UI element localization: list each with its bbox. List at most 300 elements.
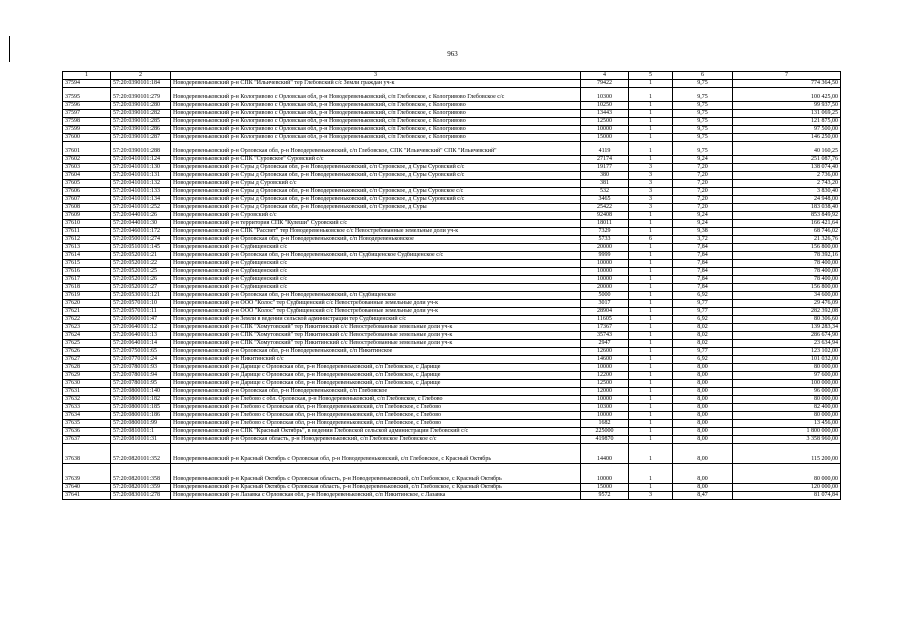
cadastral-number-cell: 57:20:0780101:93 [111,364,171,372]
rate-cell: 6,92 [673,292,733,300]
value-cell: 78 400,00 [733,260,841,268]
address-cell: Новодеревеньковский р-н Кологривово с Орловская обл, р-н Новодеревеньковский, с/п Глебовское, с Кологривово [171,134,581,142]
row-number-cell: 37608 [63,204,111,212]
header-cell: 6 [673,72,733,80]
category-cell: 1 [629,484,673,492]
cadastral-number-cell: 57:20:0640101:13 [111,332,171,340]
rate-cell: 8,00 [673,428,733,436]
cadastral-number-cell: 57:20:0530101:121 [111,292,171,300]
value-cell: 34 600,00 [733,292,841,300]
value-cell: 82 400,00 [733,404,841,412]
row-number-cell: 37627 [63,356,111,364]
table-row [63,484,841,492]
row-number-cell: 37606 [63,188,111,196]
area-cell: 15000 [581,134,629,142]
address-cell: Новодеревеньковский р-н Земли в ведении сельской администрации тер Судбищенский с/с [171,316,581,324]
value-cell: 99 937,50 [733,102,841,110]
category-cell: 1 [629,340,673,348]
table-row [63,316,841,324]
rate-cell: 9,77 [673,300,733,308]
cadastral-number-cell: 57:20:0390101:288 [111,142,171,156]
area-cell: 9999 [581,252,629,260]
address-cell: Новодеревеньковский р-н Кологривово с Орловская обл, р-н Новодеревеньковский, с/п Глебовское, с Кологривово [171,126,581,134]
category-cell: 1 [629,228,673,236]
area-cell: 13443 [581,110,629,118]
table-row [63,172,841,180]
category-cell: 6 [629,236,673,244]
address-cell: Новодеревеньковский р-н Судбищенский с/с [171,268,581,276]
category-cell: 1 [629,276,673,284]
value-cell: 21 326,76 [733,236,841,244]
area-cell: 17367 [581,324,629,332]
row-number-cell: 37620 [63,300,111,308]
table-row [63,428,841,436]
address-cell: Новодеревеньковский р-н СПК "Хомутовский" тер Никитинский с/с Невостребованные земельные доли уч-к [171,340,581,348]
row-number-cell: 37635 [63,420,111,428]
table-row [63,88,841,102]
rate-cell: 8,02 [673,324,733,332]
margin-line [9,36,10,62]
row-number-cell: 37624 [63,332,111,340]
table-row [63,244,841,252]
rate-cell: 9,75 [673,102,733,110]
category-cell: 1 [629,244,673,252]
table-row [63,102,841,110]
row-number-cell: 37640 [63,484,111,492]
value-cell: 80 000,00 [733,464,841,484]
rate-cell: 7,84 [673,244,733,252]
header-cell: 1 [63,72,111,80]
category-cell: 3 [629,180,673,188]
value-cell: 78 400,00 [733,268,841,276]
rate-cell: 7,20 [673,188,733,196]
table-row [63,228,841,236]
rate-cell: 8,00 [673,420,733,428]
area-cell: 27174 [581,156,629,164]
table-row [63,284,841,292]
cadastral-number-cell: 57:20:0390101:286 [111,126,171,134]
cadastral-number-cell: 57:20:0780101:94 [111,372,171,380]
table-row [63,492,841,500]
cadastral-number-cell: 57:20:0410101:134 [111,196,171,204]
area-cell: 20000 [581,244,629,252]
address-cell: Новодеревеньковский р-н Судбищенский с/с [171,276,581,284]
category-cell: 3 [629,172,673,180]
table-row [63,340,841,348]
value-cell: 80 306,60 [733,316,841,324]
address-cell: Новодеревеньковский р-н ООО "Колос" тер Судбищенский с/с Невостребованные земельные доли уч-к [171,308,581,316]
area-cell: 92408 [581,212,629,220]
category-cell: 3 [629,164,673,172]
area-cell: 5000 [581,292,629,300]
value-cell: 115 200,00 [733,444,841,464]
address-cell: Новодеревеньковский р-н территория СПК "Кулеши" Суровский с/с [171,220,581,228]
address-cell: Новодеревеньковский р-н Орловская обл, р-н Новодеревеньковский, с/п Никитинское [171,348,581,356]
cadastral-number-cell: 57:20:0410101:133 [111,188,171,196]
table-row [63,196,841,204]
row-number-cell: 37628 [63,364,111,372]
table-row [63,188,841,196]
row-number-cell: 37623 [63,324,111,332]
area-cell: 1682 [581,420,629,428]
category-cell: 1 [629,142,673,156]
rate-cell: 8,00 [673,412,733,420]
table-row [63,268,841,276]
category-cell: 1 [629,300,673,308]
rate-cell: 8,00 [673,436,733,444]
area-cell: 12000 [581,388,629,396]
table-row [63,110,841,118]
table-row [63,348,841,356]
category-cell: 1 [629,412,673,420]
cadastral-number-cell: 57:20:0410101:132 [111,180,171,188]
address-cell: Новодеревеньковский р-н Суры д Орловская обл, р-н Новодеревеньковский, с/п Суровское, д Суры Суровский с/с [171,164,581,172]
row-number-cell: 37613 [63,244,111,252]
cadastral-number-cell: 57:20:0820101:359 [111,484,171,492]
cadastral-number-cell: 57:20:0390101:287 [111,134,171,142]
area-cell: 4119 [581,142,629,156]
value-cell: 81 074,84 [733,492,841,500]
rate-cell: 8,00 [673,364,733,372]
address-cell: Новодеревеньковский р-н Суры д Орловская обл, р-н Новодеревеньковский, с/п Суровское, д Суры Суровский с/с [171,196,581,204]
category-cell: 1 [629,388,673,396]
area-cell: 10000 [581,412,629,420]
table-row [63,252,841,260]
category-cell: 1 [629,126,673,134]
rate-cell: 9,24 [673,212,733,220]
category-cell: 1 [629,332,673,340]
row-number-cell: 37602 [63,156,111,164]
area-cell: 11605 [581,316,629,324]
rate-cell: 8,00 [673,372,733,380]
table-row [63,204,841,212]
category-cell: 1 [629,220,673,228]
cadastral-number-cell: 57:20:0520101:25 [111,268,171,276]
category-cell: 3 [629,188,673,196]
address-cell: Новодеревеньковский р-н Лазавка с Орловская обл, р-н Новодеревеньковский, с/п Никитинское, с Лазавка [171,492,581,500]
row-number-cell: 37637 [63,436,111,444]
value-cell: 80 000,00 [733,412,841,420]
category-cell: 1 [629,118,673,126]
area-cell: 10000 [581,364,629,372]
rate-cell: 8,00 [673,464,733,484]
category-cell: 1 [629,308,673,316]
table-body [63,72,841,500]
area-cell: 380 [581,172,629,180]
category-cell: 1 [629,260,673,268]
header-cell: 2 [111,72,171,80]
rate-cell: 7,84 [673,268,733,276]
address-cell: Новодеревеньковский р-н Суровский с/с [171,212,581,220]
table-row [63,180,841,188]
rate-cell: 7,84 [673,252,733,260]
value-cell: 183 038,40 [733,204,841,212]
cadastral-number-cell: 57:20:0460101:172 [111,228,171,236]
value-cell: 123 102,00 [733,348,841,356]
value-cell: 97 500,00 [733,126,841,134]
category-cell: 1 [629,252,673,260]
address-cell: Новодеревеньковский р-н Глебово с Орловская обл, р-н Новодеревеньковский, с/п Глебовское, с Глебово [171,404,581,412]
value-cell: 80 000,00 [733,396,841,404]
category-cell: 1 [629,364,673,372]
value-cell: 29 476,09 [733,300,841,308]
address-cell: Новодеревеньковский р-н СПК "Суровское" Суровский с/с [171,156,581,164]
value-cell: 139 283,34 [733,324,841,332]
row-number-cell: 37597 [63,110,111,118]
address-cell: Новодеревеньковский р-н Орловская область, р-н Новодеревеньковский, с/п Глебовское Глебовское с/с [171,436,581,444]
rate-cell: 3,72 [673,236,733,244]
row-number-cell: 37626 [63,348,111,356]
cadastral-number-cell: 57:20:0800101:185 [111,404,171,412]
address-cell: Новодеревеньковский р-н Суры д Орловская обл, р-н Новодеревеньковский, с/п Суровское, д Суры Суровское с/с [171,188,581,196]
area-cell: 419870 [581,436,629,444]
rate-cell: 7,84 [673,284,733,292]
area-cell: 5733 [581,236,629,244]
table-row [63,324,841,332]
value-cell: 2 736,00 [733,172,841,180]
row-number-cell: 37619 [63,292,111,300]
category-cell: 1 [629,316,673,324]
row-number-cell: 37636 [63,428,111,436]
table-row [63,436,841,444]
area-cell: 532 [581,188,629,196]
row-number-cell: 37600 [63,134,111,142]
row-number-cell: 37612 [63,236,111,244]
value-cell: 120 000,00 [733,484,841,492]
value-cell: 68 746,02 [733,228,841,236]
value-cell: 97 600,00 [733,372,841,380]
rate-cell: 9,77 [673,348,733,356]
table-row [63,444,841,464]
cadastral-number-cell: 57:20:0390101:285 [111,118,171,126]
address-cell: Новодеревеньковский р-н Глебово с обл. Орловская, р-н Новодеревеньковский, с/п Глебовское, с Глебово [171,396,581,404]
address-cell: Новодеревеньковский р-н Глебово с Орловская обл, р-н Новодеревеньковский, с/п Глебовское, с Глебово [171,420,581,428]
rate-cell: 7,84 [673,260,733,268]
area-cell: 10000 [581,396,629,404]
row-number-cell: 37633 [63,404,111,412]
table-row [63,164,841,172]
cadastral-number-cell: 57:20:0390101:282 [111,110,171,118]
table-row [63,276,841,284]
row-number-cell: 37598 [63,118,111,126]
table-row [63,118,841,126]
area-cell: 225000 [581,428,629,436]
area-cell: 15000 [581,484,629,492]
value-cell: 286 674,90 [733,332,841,340]
row-number-cell: 37625 [63,340,111,348]
table-row [63,380,841,388]
cadastral-number-cell: 57:20:0750101:65 [111,348,171,356]
value-cell: 40 160,25 [733,142,841,156]
category-cell: 1 [629,396,673,404]
area-cell: 20000 [581,284,629,292]
category-cell: 1 [629,404,673,412]
row-number-cell: 37605 [63,180,111,188]
row-number-cell: 37629 [63,372,111,380]
address-cell: Новодеревеньковский р-н Дарище с Орловская обл, р-н Новодеревеньковский, с/п Глебовское, с Дарище [171,372,581,380]
cadastral-number-cell: 57:20:0570101:11 [111,308,171,316]
cadastral-number-cell: 57:20:0390101:184 [111,80,171,88]
area-cell: 10000 [581,268,629,276]
row-number-cell: 37617 [63,276,111,284]
cadastral-number-cell: 57:20:0390101:279 [111,88,171,102]
row-number-cell: 37615 [63,260,111,268]
category-cell: 1 [629,428,673,436]
category-cell: 1 [629,80,673,88]
cadastral-number-cell: 57:20:0410101:131 [111,172,171,180]
rate-cell: 7,20 [673,180,733,188]
cadastral-number-cell: 57:20:0390101:280 [111,102,171,110]
cadastral-number-cell: 57:20:0800101:140 [111,388,171,396]
table-row [63,388,841,396]
cadastral-number-cell: 57:20:0770101:24 [111,356,171,364]
value-cell: 146 250,00 [733,134,841,142]
address-cell: Новодеревеньковский р-н Дарище с Орловская обл, р-н Новодеревеньковский, с/п Глебовское, с Дарище [171,364,581,372]
category-cell: 3 [629,196,673,204]
address-cell: Новодеревеньковский р-н Орловская обл, р-н Новодеревеньковский, с/п Глебовское, СПК "Ильичевский" СПК "Ильичевский" [171,142,581,156]
address-cell: Новодеревеньковский р-н Орловская обл, р-н Новодеревеньковский, с/п Судбищенское Судбищенское с/с [171,252,581,260]
rate-cell: 8,00 [673,396,733,404]
category-cell: 1 [629,284,673,292]
row-number-cell: 37614 [63,252,111,260]
area-cell: 10300 [581,88,629,102]
table-row [63,142,841,156]
area-cell: 10300 [581,404,629,412]
address-cell: Новодеревеньковский р-н Глебово с Орловская обл, р-н Новодеревеньковский, с/п Глебовское, с Глебово [171,412,581,420]
cadastral-number-cell: 57:20:0410101:130 [111,164,171,172]
rate-cell: 9,24 [673,156,733,164]
value-cell: 121 875,00 [733,118,841,126]
value-cell: 138 074,40 [733,164,841,172]
row-number-cell: 37601 [63,142,111,156]
rate-cell: 6,92 [673,316,733,324]
rate-cell: 8,00 [673,388,733,396]
header-cell: 3 [171,72,581,80]
category-cell: 3 [629,204,673,212]
rate-cell: 8,47 [673,492,733,500]
row-number-cell: 37596 [63,102,111,110]
table-row [63,404,841,412]
cadastral-number-cell: 57:20:0800101:182 [111,396,171,404]
land-registry-table [62,71,841,500]
rate-cell: 9,75 [673,88,733,102]
table-row [63,364,841,372]
category-cell: 1 [629,292,673,300]
row-number-cell: 37630 [63,380,111,388]
table-row [63,212,841,220]
address-cell: Новодеревеньковский р-н Красный Октябрь с Орловская обл, р-н Новодеревеньковский, с/п Глебовское, с Красный Октябрь [171,444,581,464]
header-cell: 4 [581,72,629,80]
cadastral-number-cell: 57:20:0800101:186 [111,412,171,420]
rate-cell: 8,00 [673,444,733,464]
cadastral-number-cell: 57:20:0520101:26 [111,276,171,284]
area-cell: 12600 [581,348,629,356]
cadastral-number-cell: 57:20:0410101:124 [111,156,171,164]
value-cell: 80 000,00 [733,364,841,372]
address-cell: Новодеревеньковский р-н Суры д Суровский с/с [171,180,581,188]
address-cell: Новодеревеньковский р-н Кологривово с Орловская обл, р-н Новодеревеньковский, с/п Глебовское, с Кологривово [171,118,581,126]
cadastral-number-cell: 57:20:0510101:145 [111,244,171,252]
table-row [63,156,841,164]
address-cell: Новодеревеньковский р-н Судбищенский с/с [171,284,581,292]
table-row [63,292,841,300]
address-cell: Новодеревеньковский р-н Кологривово с Орловская обл, р-н Новодеревеньковский, с/п Глебовское, с Кологривово [171,102,581,110]
area-cell: 12500 [581,118,629,126]
row-number-cell: 37609 [63,212,111,220]
address-cell: Новодеревеньковский р-н Суры д Орловская обл, р-н Новодеревеньковский, с/п Суровское, д Суры Суровский с/с [171,172,581,180]
area-cell: 3017 [581,300,629,308]
rate-cell: 7,20 [673,196,733,204]
rate-cell: 9,75 [673,80,733,88]
table-row [63,332,841,340]
value-cell: 1 800 000,00 [733,428,841,436]
cadastral-number-cell: 57:20:0820101:358 [111,464,171,484]
address-cell: Новодеревеньковский р-н СПК "Красный Октябрь", в ведении Глебовской сельской администрации Глебовский с/с [171,428,581,436]
category-cell: 1 [629,134,673,142]
cadastral-number-cell: 57:20:0440101:26 [111,212,171,220]
cadastral-number-cell: 57:20:0520101:22 [111,260,171,268]
cadastral-number-cell: 57:20:0800101:99 [111,420,171,428]
cadastral-number-cell: 57:20:0820101:352 [111,444,171,464]
row-number-cell: 37604 [63,172,111,180]
category-cell: 1 [629,88,673,102]
row-number-cell: 37618 [63,284,111,292]
value-cell: 100 000,00 [733,380,841,388]
row-number-cell: 37616 [63,268,111,276]
cadastral-number-cell: 57:20:0570101:10 [111,300,171,308]
cadastral-number-cell: 57:20:0810101:31 [111,436,171,444]
rate-cell: 7,20 [673,172,733,180]
rate-cell: 8,00 [673,484,733,492]
address-cell: Новодеревеньковский р-н Орловская обл, р-н Новодеревеньковский, с/п Глебовское [171,388,581,396]
row-number-cell: 37641 [63,492,111,500]
rate-cell: 7,84 [673,276,733,284]
rate-cell: 9,75 [673,110,733,118]
column-number-row [63,72,841,80]
address-cell: Новодеревеньковский р-н Орловская обл, р-н Новодеревеньковский, с/п Новодеревеньковское [171,236,581,244]
value-cell: 131 069,25 [733,110,841,118]
area-cell: 28904 [581,308,629,316]
row-number-cell: 37603 [63,164,111,172]
value-cell: 78 400,00 [733,276,841,284]
value-cell: 96 000,00 [733,388,841,396]
table-row [63,308,841,316]
row-number-cell: 37621 [63,308,111,316]
category-cell: 1 [629,464,673,484]
address-cell: Новодеревеньковский р-н СПК "Рассвет" тер Новодеревеньковское с/с Невостребованные земельные доли уч-к [171,228,581,236]
category-cell: 1 [629,420,673,428]
address-cell: Новодеревеньковский р-н Кологривово с Орловская обл, р-н Новодеревеньковский, с/п Глебовское, с Кологривово [171,110,581,118]
rate-cell: 8,00 [673,380,733,388]
area-cell: 10250 [581,102,629,110]
cadastral-number-cell: 57:20:0440101:30 [111,220,171,228]
value-cell: 101 032,00 [733,356,841,364]
area-cell: 35743 [581,332,629,340]
area-cell: 79422 [581,80,629,88]
row-number-cell: 37638 [63,444,111,464]
area-cell: 12200 [581,372,629,380]
table-row [63,356,841,364]
row-number-cell: 37595 [63,88,111,102]
category-cell: 1 [629,372,673,380]
area-cell: 9572 [581,492,629,500]
page-number: 963 [447,50,458,58]
table-row [63,126,841,134]
value-cell: 24 948,00 [733,196,841,204]
rate-cell: 9,24 [673,220,733,228]
table-row [63,260,841,268]
row-number-cell: 37639 [63,464,111,484]
